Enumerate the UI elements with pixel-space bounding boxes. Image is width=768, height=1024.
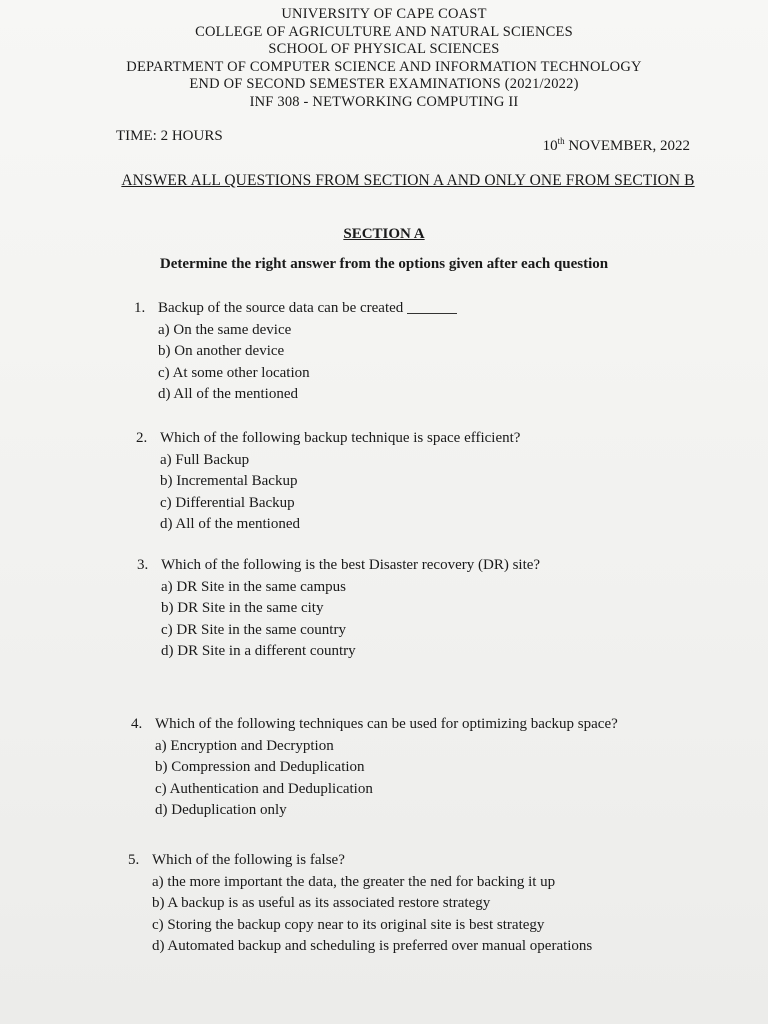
question-stem: Backup of the source data can be created <box>158 300 404 316</box>
exam-title: END OF SECOND SEMESTER EXAMINATIONS (2021/2022) <box>189 76 579 92</box>
school-name: SCHOOL OF PHYSICAL SCIENCES <box>268 41 500 57</box>
option-b: b) Incremental Backup <box>160 473 298 489</box>
option-a: a) Encryption and Decryption <box>155 737 334 754</box>
option-d: d) Deduplication only <box>155 802 287 818</box>
option-a: a) Full Backup <box>160 451 250 468</box>
exam-meta <box>116 128 690 152</box>
option-a: a) the more important the data, the greater the ned for backing it up <box>152 873 556 890</box>
department-name: DEPARTMENT OF COMPUTER SCIENCE AND INFORMATION TECHNOLOGY <box>126 58 642 75</box>
option-d: d) All of the mentioned <box>158 386 298 402</box>
date-suffix: th <box>557 136 565 146</box>
question-2 <box>136 428 520 536</box>
question-5 <box>128 850 592 958</box>
question-number: 2. <box>136 430 148 446</box>
option-a: a) DR Site in the same campus <box>161 578 346 595</box>
college-name: COLLEGE OF AGRICULTURE AND NATURAL SCIENCES <box>195 23 573 40</box>
option-c: c) Storing the backup copy near to its original site is best strategy <box>152 916 545 933</box>
university-name: UNIVERSITY OF CAPE COAST <box>281 6 487 22</box>
option-d: d) All of the mentioned <box>160 516 300 532</box>
course-title: INF 308 - NETWORKING COMPUTING II <box>249 93 519 110</box>
date-rest: NOVEMBER, 2022 <box>564 138 690 154</box>
date-day: 10 <box>542 138 558 154</box>
option-b: b) A backup is as useful as its associated restore strategy <box>152 895 491 911</box>
exam-date <box>543 136 690 155</box>
question-stem: Which of the following is false? <box>152 852 345 868</box>
option-c: c) Authentication and Deduplication <box>155 780 373 797</box>
option-b: b) Compression and Deduplication <box>155 759 365 775</box>
question-number: 1. <box>134 300 146 316</box>
question-1 <box>134 298 457 406</box>
section-title: SECTION A <box>343 226 425 242</box>
option-a: a) On the same device <box>158 321 292 338</box>
option-d: d) DR Site in a different country <box>161 643 356 659</box>
question-number: 3. <box>137 557 149 573</box>
question-stem: Which of the following is the best Disaster recovery (DR) site? <box>161 557 541 573</box>
section-directive: Determine the right answer from the options given after each question <box>159 256 609 272</box>
question-stem: Which of the following backup technique is space efficient? <box>160 430 521 446</box>
question-4 <box>131 714 618 822</box>
option-d: d) Automated backup and scheduling is preferred over manual operations <box>152 938 593 954</box>
option-c: c) Differential Backup <box>160 494 295 511</box>
option-b: b) On another device <box>158 343 285 359</box>
answer-blank <box>407 313 457 314</box>
exam-duration: TIME: 2 HOURS <box>116 128 223 144</box>
option-b: b) DR Site in the same city <box>161 600 324 616</box>
option-c: c) DR Site in the same country <box>161 621 346 638</box>
question-number: 5. <box>128 852 140 868</box>
question-number: 4. <box>131 716 143 732</box>
exam-header <box>0 6 768 111</box>
question-stem: Which of the following techniques can be used for optimizing backup space? <box>155 716 618 732</box>
general-instruction: ANSWER ALL QUESTIONS FROM SECTION A AND ONLY ONE FROM SECTION B <box>121 172 695 189</box>
question-3 <box>137 555 540 663</box>
option-c: c) At some other location <box>158 364 310 381</box>
